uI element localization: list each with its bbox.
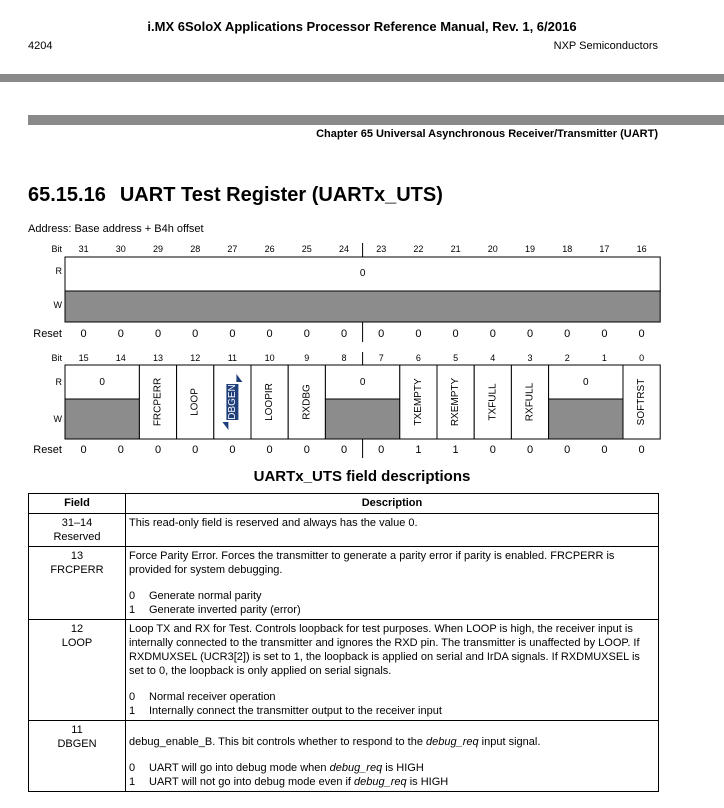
reset-value: 0 [638, 328, 645, 340]
reset-value: 0 [80, 444, 87, 456]
option-item [129, 589, 655, 603]
description-cell [126, 514, 659, 547]
reset-value: 0 [340, 444, 348, 456]
field-name: DBGEN [57, 738, 97, 750]
option-value: Generate inverted parity (error) [149, 604, 301, 616]
reset-value: 0 [340, 328, 348, 340]
description-column-header: Description [126, 494, 659, 514]
description-cell [126, 620, 659, 721]
reset-value: 0 [564, 328, 571, 340]
option-item [129, 603, 655, 617]
field-column-header: Field [29, 494, 126, 514]
option-text-part: UART will not go into debug mode even if [149, 776, 355, 788]
reserved-field-write [549, 399, 623, 439]
field-cell [29, 721, 126, 792]
row-label-read: R [55, 266, 62, 276]
option-value: Normal receiver operation [149, 691, 276, 703]
reset-value: 0 [638, 444, 645, 456]
table-row [29, 620, 659, 721]
reset-value: 0 [303, 444, 310, 456]
bit-number: 4 [490, 353, 496, 363]
description-text-part: input signal. [478, 736, 541, 748]
description-text-part: debug_enable_B. This bit controls whether to respond to the [129, 736, 426, 748]
reset-value: 0 [489, 328, 496, 340]
bit-number: 20 [487, 244, 498, 254]
reset-value: 0 [154, 444, 162, 456]
signal-name: debug_req [329, 762, 383, 774]
chapter-title: Chapter 65 Universal Asynchronous Receiver/Transmitter (UART) [316, 128, 658, 140]
option-value: Generate normal parity [149, 590, 262, 602]
document-title: i.MX 6SoloX Applications Processor Reference Manual, Rev. 1, 6/2016 [147, 19, 577, 34]
row-label-read: R [55, 377, 62, 387]
option-key: 0 [129, 691, 136, 703]
field-label: FRCPERR [152, 377, 164, 427]
field-cell [29, 620, 126, 721]
reset-value: 0 [266, 328, 273, 340]
bit-number: 16 [636, 244, 647, 254]
reset-value: 0 [601, 328, 608, 340]
field-bits: 12 [70, 623, 84, 635]
field-descriptions-title: UARTx_UTS field descriptions [253, 468, 471, 485]
read-value: 0 [359, 268, 366, 279]
bit-number: 10 [264, 353, 275, 363]
bit-number: 30 [115, 244, 126, 254]
field-cell [29, 547, 126, 620]
bit-number: 12 [190, 353, 201, 363]
reset-value: 0 [415, 328, 422, 340]
option-key: 1 [129, 705, 136, 717]
option-key: 0 [129, 590, 136, 602]
description-cell [126, 721, 659, 792]
signal-name: debug_req [426, 736, 479, 748]
bit-number: 27 [227, 244, 238, 254]
reset-value: 0 [378, 444, 385, 456]
option-text-part: is HIGH [406, 776, 449, 788]
bit-number: 23 [376, 244, 387, 254]
bit-number: 2 [564, 353, 570, 363]
bit-number: 28 [190, 244, 201, 254]
option-key: 1 [129, 776, 136, 788]
reset-value: 1 [452, 444, 459, 456]
reset-value: 0 [526, 444, 534, 456]
bit-number: 14 [115, 353, 126, 363]
row-label-reset: Reset [33, 444, 62, 456]
bit-number: 19 [524, 244, 536, 254]
row-label-write: W [53, 300, 62, 310]
bit-number: 24 [338, 244, 350, 254]
reset-value: 0 [229, 328, 236, 340]
row-label-reset: Reset [33, 328, 62, 340]
table-row [29, 514, 659, 547]
reset-value: 0 [192, 444, 199, 456]
bit-number: 11 [227, 353, 238, 363]
option-value: Internally connect the transmitter output to the receiver input [149, 705, 442, 717]
reset-value: 0 [192, 328, 199, 340]
reset-value: 0 [229, 444, 236, 456]
write-row-reserved [65, 291, 660, 322]
bit-number: 18 [562, 244, 573, 254]
field-bits: 31–14 [61, 517, 93, 529]
field-cell [29, 514, 126, 547]
section-heading [28, 184, 443, 207]
field-name: LOOP [61, 637, 93, 649]
reset-value: 0 [266, 444, 273, 456]
description-text: Force Parity Error. Forces the transmitter to generate a parity error if parity is enabled. FRCPERR is provided for system debugging. [129, 550, 615, 576]
reset-value: 0 [452, 328, 459, 340]
reset-value: 0 [303, 328, 310, 340]
option-item [129, 775, 655, 789]
field-label: RXEMPTY [450, 377, 462, 427]
reset-value: 0 [117, 444, 124, 456]
bit-number: 9 [304, 353, 310, 363]
register-diagram [0, 238, 724, 463]
bit-number: 3 [527, 353, 533, 363]
field-bits: 11 [71, 724, 83, 736]
reset-value: 0 [154, 328, 162, 340]
reserved-field-write [325, 399, 399, 439]
bit-number: 22 [413, 244, 424, 254]
field-label: LOOPIR [264, 383, 276, 421]
option-text-part: UART will go into debug mode when [149, 762, 330, 774]
field-label: RXFULL [524, 382, 536, 422]
table-header-row [29, 494, 659, 514]
bit-number: 31 [78, 244, 89, 254]
field-name: FRCPERR [50, 564, 104, 576]
bit-number: 8 [341, 353, 347, 363]
reset-value: 0 [601, 444, 608, 456]
bit-number: 15 [78, 353, 89, 363]
reset-value: 0 [117, 328, 124, 340]
field-label: LOOP [189, 388, 201, 416]
option-key: 1 [129, 604, 136, 616]
reset-value: 0 [378, 328, 385, 340]
reserved-field-write [65, 399, 139, 439]
bit-number: 17 [599, 244, 610, 254]
reset-value: 0 [80, 328, 87, 340]
row-label-write: W [53, 414, 62, 424]
table-row [29, 721, 659, 792]
field-label: TXFULL [487, 383, 499, 421]
reset-value: 1 [415, 444, 422, 456]
field-name: Reserved [53, 531, 101, 543]
row-label-bit: Bit [51, 353, 62, 363]
page-number: 4204 [28, 40, 53, 52]
row-label-bit: Bit [51, 244, 62, 254]
reserved-field-value: 0 [359, 377, 366, 388]
bit-number: 5 [453, 353, 459, 363]
option-item [129, 761, 655, 775]
table-row [29, 547, 659, 620]
bit-number: 13 [152, 353, 164, 363]
reserved-field-value: 0 [99, 377, 105, 388]
field-bits: 13 [70, 550, 84, 562]
field-label: TXEMPTY [412, 378, 424, 426]
description-text: Loop TX and RX for Test. Controls loopback for test purposes. When LOOP is high, the receiver input is internally connected to the transmitter and ignores the RXD pin. The transmitter is unaffected by LOOP. If RXDMUXSEL (UCR3[2]) is set to 1, the loopback is applied on serial and IrDA signals. If RXDMUXSEL is set to 0, the loopback is only applied on serial signals. [129, 623, 640, 677]
bit-number: 25 [301, 244, 312, 254]
bit-number: 29 [152, 244, 164, 254]
bit-number: 26 [264, 244, 275, 254]
header-rule [0, 74, 724, 82]
signal-name: debug_req [354, 776, 407, 788]
field-label: DBGEN [226, 384, 238, 420]
field-descriptions-table [28, 493, 659, 792]
reset-value: 0 [489, 444, 496, 456]
option-item [129, 690, 655, 704]
field-label: SOFTRST [636, 378, 648, 426]
description-text: This read-only field is reserved and always has the value 0. [129, 517, 418, 529]
vendor-name: NXP Semiconductors [553, 40, 658, 52]
description-text [129, 735, 655, 749]
reserved-field-value: 0 [583, 377, 589, 388]
section-number: 65.15.16 [28, 184, 106, 206]
bit-number: 7 [378, 353, 384, 363]
reset-value: 0 [564, 444, 571, 456]
reset-value: 0 [526, 328, 534, 340]
description-cell [126, 547, 659, 620]
bit-number: 1 [601, 353, 607, 363]
field-label: RXDBG [301, 384, 313, 420]
bit-number: 0 [639, 353, 645, 363]
register-address: Address: Base address + B4h offset [28, 223, 204, 235]
option-text-part: is HIGH [382, 762, 424, 774]
option-item [129, 704, 655, 718]
bit-number: 21 [450, 244, 461, 254]
chapter-rule [28, 115, 724, 125]
option-key: 0 [129, 762, 136, 774]
section-title: UART Test Register (UARTx_UTS) [119, 184, 443, 206]
bit-number: 6 [415, 353, 421, 363]
